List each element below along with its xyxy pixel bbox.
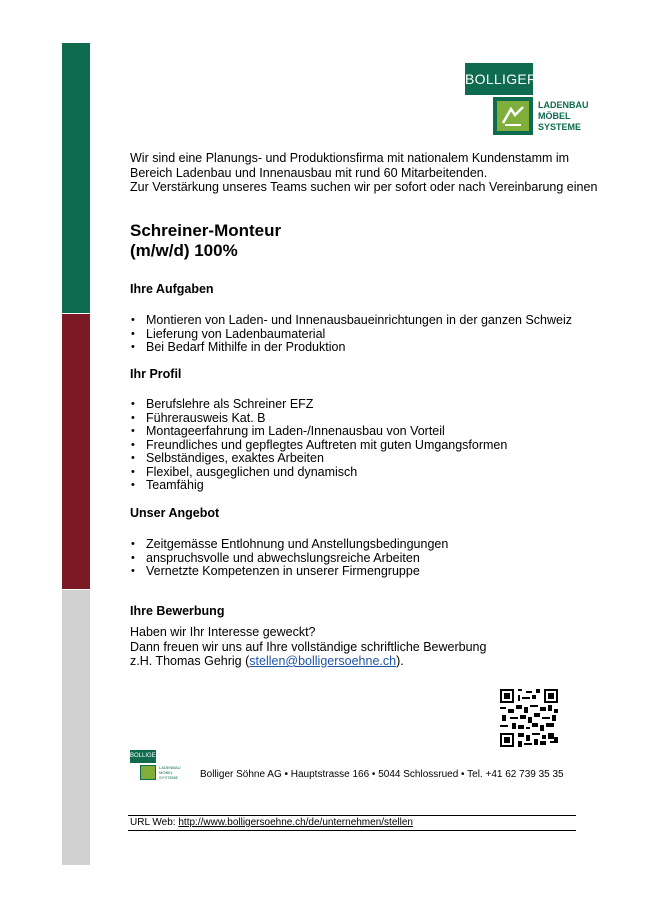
logo-line: SYSTEME: [538, 122, 582, 132]
tasks-heading: Ihre Aufgaben: [130, 282, 214, 296]
footer-logo-tagline: [159, 765, 181, 780]
logo-emblem: [493, 97, 533, 135]
list-item: • Flexibel, ausgeglichen und dynamisch: [130, 466, 507, 480]
qr-code-icon[interactable]: [500, 689, 558, 747]
list-item: • Zeitgemässe Entlohnung und Anstellungsbedingungen: [130, 538, 448, 552]
side-bar-red: [62, 314, 90, 589]
email-link[interactable]: stellen@bolligersoehne.ch: [249, 654, 397, 668]
job-title: [130, 221, 281, 261]
footer-rule-top: [128, 815, 576, 816]
list-item: • Montageerfahrung im Laden-/Innenausbau von Vorteil: [130, 425, 507, 439]
list-item: • Führerausweis Kat. B: [130, 412, 507, 426]
footer-logo-line: SYSTEME: [159, 775, 179, 780]
side-bar-grey: [62, 590, 90, 865]
intro-line: Zur Verstärkung unseres Teams suchen wir per sofort oder nach Vereinbarung einen: [130, 180, 598, 194]
url-link[interactable]: http://www.bolligersoehne.ch/de/unternehmen/stellen: [178, 817, 413, 828]
intro-line: Wir sind eine Planungs- und Produktionsfirma mit nationalem Kundenstamm im: [130, 151, 570, 165]
profile-heading: Ihr Profil: [130, 367, 182, 381]
job-title-line: Schreiner-Monteur: [130, 221, 282, 240]
contact-suffix: ).: [396, 654, 404, 668]
profile-list: [130, 398, 507, 493]
url-line: [130, 817, 413, 828]
application-line: Haben wir Ihr Interesse geweckt?: [130, 625, 316, 639]
contact-prefix: z.H. Thomas Gehrig (: [130, 654, 250, 668]
footer-logo: [130, 750, 181, 780]
list-item: • Bei Bedarf Mithilfe in der Produktion: [130, 341, 572, 355]
side-bar-green: [62, 43, 90, 313]
logo-line: MÖBEL: [538, 111, 571, 121]
list-item: • Lieferung von Ladenbaumaterial: [130, 328, 572, 342]
list-item: • Selbständiges, exaktes Arbeiten: [130, 452, 507, 466]
job-title-line: (m/w/d) 100%: [130, 241, 238, 260]
logo-brand: BOLLIGER: [465, 63, 533, 95]
logo-tagline: [538, 100, 589, 133]
application-heading: Ihre Bewerbung: [130, 604, 225, 618]
intro-line: Bereich Ladenbau und Innenausbau mit rund 60 Mitarbeitenden.: [130, 165, 488, 180]
footer-rule-bottom: [128, 830, 576, 831]
url-label: URL Web:: [130, 817, 179, 828]
company-logo: [465, 63, 589, 135]
footer-logo-mark-icon: [140, 765, 156, 780]
list-item: • anspruchsvolle und abwechslungsreiche Arbeiten: [130, 552, 448, 566]
tasks-list: [130, 314, 572, 355]
logo-mark-icon: [497, 101, 529, 131]
footer-logo-line: LADENBAU: [159, 765, 181, 770]
footer-logo-brand: BOLLIGER: [130, 750, 156, 763]
offer-list: [130, 538, 448, 579]
list-item: • Berufslehre als Schreiner EFZ: [130, 398, 507, 412]
offer-heading: Unser Angebot: [130, 506, 220, 520]
footer-address: Bolliger Söhne AG • Hauptstrasse 166 • 5044 Schlossrued • Tel. +41 62 739 35 35: [200, 769, 564, 780]
footer-logo-line: MÖBEL: [159, 770, 174, 775]
application-contact-line: [130, 654, 486, 669]
application-text: [130, 625, 486, 669]
intro-paragraph: [130, 151, 598, 195]
list-item: • Freundliches und gepflegtes Auftreten mit guten Umgangsformen: [130, 439, 507, 453]
logo-line: LADENBAU: [538, 100, 589, 110]
application-line: Dann freuen wir uns auf Ihre vollständige schriftliche Bewerbung: [130, 639, 487, 654]
list-item: • Vernetzte Kompetenzen in unserer Firmengruppe: [130, 565, 448, 579]
list-item: • Teamfähig: [130, 479, 507, 493]
list-item: • Montieren von Laden- und Innenausbaueinrichtungen in der ganzen Schweiz: [130, 314, 572, 328]
